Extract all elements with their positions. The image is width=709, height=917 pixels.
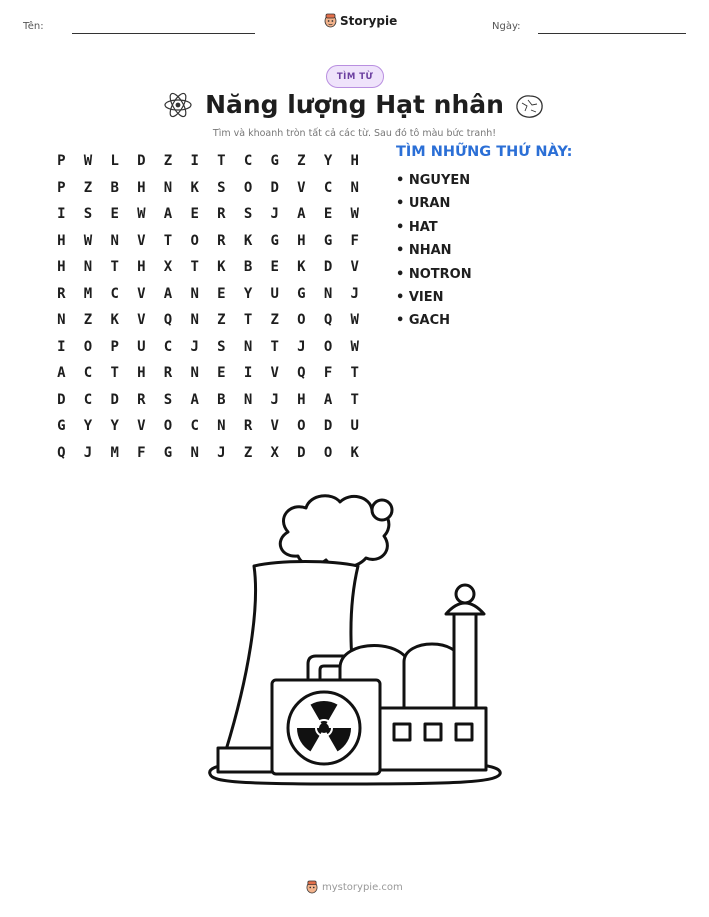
grid-letter[interactable]: G (297, 285, 306, 302)
grid-letter[interactable]: C (323, 179, 333, 196)
grid-letter[interactable]: V (137, 418, 146, 435)
grid-letter[interactable]: Z (83, 312, 93, 329)
rock-icon (513, 91, 545, 121)
brand-logo (324, 13, 397, 28)
grid-letter[interactable]: N (217, 418, 226, 435)
grid-letter[interactable]: T (243, 312, 253, 329)
word-list-item: • NHAN (396, 243, 452, 259)
grid-letter[interactable]: H (137, 179, 146, 196)
grid-letter[interactable]: C (110, 285, 119, 302)
grid-row (48, 307, 368, 334)
grid-letter[interactable]: G (270, 232, 279, 249)
grid-letter[interactable]: Q (323, 312, 333, 329)
grid-row (48, 175, 368, 202)
grid-letter[interactable]: Z (297, 153, 306, 170)
grid-letter[interactable]: W (350, 206, 359, 223)
grid-row (48, 413, 368, 440)
grid-letter[interactable]: W (83, 232, 93, 249)
grid-letter[interactable]: R (137, 391, 146, 408)
grid-letter[interactable]: U (137, 338, 146, 355)
grid-letter[interactable]: P (57, 153, 66, 170)
grid-letter[interactable]: A (163, 206, 173, 223)
grid-letter[interactable]: Y (323, 153, 333, 170)
grid-letter[interactable]: E (190, 206, 199, 223)
grid-row (48, 228, 368, 255)
grid-letter[interactable]: D (297, 444, 306, 461)
grid-letter[interactable]: M (110, 444, 119, 461)
grid-letter[interactable]: K (297, 259, 306, 276)
grid-letter[interactable]: N (350, 179, 359, 196)
grid-letter[interactable]: N (190, 444, 199, 461)
grid-letter[interactable]: W (83, 153, 93, 170)
word-list-item: • VIEN (396, 289, 444, 305)
grid-letter[interactable]: C (190, 418, 199, 435)
grid-letter[interactable]: V (270, 418, 279, 435)
grid-row (48, 254, 368, 281)
grid-letter[interactable]: Z (270, 312, 279, 329)
grid-letter[interactable]: W (137, 206, 146, 223)
grid-letter[interactable]: N (243, 391, 253, 408)
grid-letter[interactable]: G (57, 418, 66, 435)
grid-letter[interactable]: D (110, 391, 119, 408)
grid-letter[interactable]: R (217, 206, 226, 223)
grid-row (48, 201, 368, 228)
date-field-line[interactable] (538, 33, 686, 34)
word-list-item: • URAN (396, 196, 451, 212)
grid-letter[interactable]: H (297, 391, 306, 408)
grid-letter[interactable]: S (243, 206, 253, 223)
grid-letter[interactable]: J (350, 285, 359, 302)
grid-letter[interactable]: Y (243, 285, 253, 302)
grid-letter[interactable]: Z (243, 444, 253, 461)
grid-letter[interactable]: D (57, 391, 66, 408)
grid-letter[interactable]: N (190, 365, 199, 382)
grid-letter[interactable]: Z (83, 179, 93, 196)
nuclear-plant-illustration (198, 488, 510, 788)
grid-letter[interactable]: J (217, 444, 226, 461)
grid-letter[interactable]: A (57, 365, 66, 382)
grid-letter[interactable]: N (243, 338, 253, 355)
grid-letter[interactable]: V (137, 232, 146, 249)
grid-row (48, 440, 368, 467)
grid-letter[interactable]: S (163, 391, 173, 408)
grid-letter[interactable]: D (323, 418, 333, 435)
grid-letter[interactable]: N (83, 259, 93, 276)
grid-letter[interactable]: N (110, 232, 119, 249)
grid-letter[interactable]: R (217, 232, 226, 249)
instructions: Tìm và khoanh tròn tất cả các từ. Sau đó tô màu bức tranh! (212, 128, 497, 139)
grid-letter[interactable]: D (323, 259, 333, 276)
grid-letter[interactable]: R (57, 285, 66, 302)
grid-letter[interactable]: T (190, 259, 199, 276)
grid-letter[interactable]: R (163, 365, 173, 382)
grid-letter[interactable]: W (350, 312, 359, 329)
reactor-dome (404, 644, 460, 714)
grid-letter[interactable]: J (270, 206, 279, 223)
chimney-top (456, 585, 474, 603)
grid-letter[interactable]: T (163, 232, 173, 249)
grid-letter[interactable]: E (217, 365, 226, 382)
grid-letter[interactable]: I (243, 365, 253, 382)
grid-letter[interactable]: T (350, 365, 359, 382)
grid-row (48, 334, 368, 361)
name-field-line[interactable] (72, 33, 255, 34)
grid-letter[interactable]: Z (217, 312, 226, 329)
grid-letter[interactable]: K (217, 259, 226, 276)
grid-letter[interactable]: U (270, 285, 279, 302)
grid-letter[interactable]: T (350, 391, 359, 408)
grid-letter[interactable]: V (350, 259, 359, 276)
grid-letter[interactable]: T (110, 259, 119, 276)
grid-letter[interactable]: N (323, 285, 333, 302)
grid-letter[interactable]: C (83, 391, 93, 408)
grid-letter[interactable]: O (297, 312, 306, 329)
grid-letter[interactable]: V (297, 179, 306, 196)
grid-letter[interactable]: T (110, 365, 119, 382)
grid-letter[interactable]: V (270, 365, 279, 382)
grid-letter[interactable]: A (323, 391, 333, 408)
grid-letter[interactable]: N (57, 312, 66, 329)
grid-row (48, 360, 368, 387)
grid-letter[interactable]: I (57, 206, 66, 223)
grid-letter[interactable]: F (137, 444, 146, 461)
steam-puff (372, 500, 392, 520)
grid-letter[interactable]: H (57, 259, 66, 276)
chimney (454, 608, 476, 718)
grid-letter[interactable]: J (83, 444, 93, 461)
grid-letter[interactable]: V (137, 312, 146, 329)
window (394, 724, 410, 740)
footer (306, 880, 403, 894)
grid-letter[interactable]: H (57, 232, 66, 249)
mascot-icon (324, 13, 337, 28)
grid-letter[interactable]: J (297, 338, 306, 355)
grid-letter[interactable]: D (270, 179, 279, 196)
grid-letter[interactable]: R (243, 418, 253, 435)
grid-letter[interactable]: T (217, 153, 226, 170)
grid-letter[interactable]: G (163, 444, 173, 461)
grid-letter[interactable]: J (190, 338, 199, 355)
name-label: Tên: (23, 21, 44, 32)
grid-letter[interactable]: Y (110, 418, 119, 435)
grid-letter[interactable]: O (190, 232, 199, 249)
word-list-title: TÌM NHỮNG THỨ NÀY: (396, 144, 573, 160)
grid-letter[interactable]: E (323, 206, 333, 223)
date-label: Ngày: (492, 21, 521, 32)
grid-letter[interactable]: C (83, 365, 93, 382)
grid-letter[interactable]: O (243, 179, 253, 196)
grid-letter[interactable]: O (323, 444, 333, 461)
tower-base (218, 748, 278, 772)
grid-letter[interactable]: B (110, 179, 119, 196)
grid-letter[interactable]: F (323, 365, 333, 382)
grid-letter[interactable]: Y (83, 418, 93, 435)
grid-letter[interactable]: X (163, 259, 173, 276)
grid-letter[interactable]: Z (163, 153, 173, 170)
grid-letter[interactable]: N (163, 179, 173, 196)
grid-letter[interactable]: A (190, 391, 199, 408)
grid-letter[interactable]: C (163, 338, 173, 355)
grid-letter[interactable]: K (243, 232, 253, 249)
grid-letter[interactable]: V (137, 285, 146, 302)
grid-letter[interactable]: H (297, 232, 306, 249)
window (456, 724, 472, 740)
grid-row (48, 387, 368, 414)
grid-letter[interactable]: A (163, 285, 173, 302)
grid-letter[interactable]: M (83, 285, 93, 302)
grid-letter[interactable]: I (57, 338, 66, 355)
grid-letter[interactable]: E (110, 206, 119, 223)
grid-letter[interactable]: Q (163, 312, 173, 329)
grid-letter[interactable]: G (323, 232, 333, 249)
word-list-item: • HAT (396, 219, 438, 235)
page-title: Năng lượng Hạt nhân (205, 90, 504, 119)
grid-row (48, 281, 368, 308)
grid-letter[interactable]: K (190, 179, 199, 196)
grid-letter[interactable]: J (270, 391, 279, 408)
chimney-cap (446, 603, 484, 614)
footer-website[interactable]: mystorypie.com (322, 881, 403, 893)
grid-letter[interactable]: W (350, 338, 359, 355)
window (425, 724, 441, 740)
brand-name: Storypie (340, 13, 398, 28)
grid-letter[interactable]: H (137, 259, 146, 276)
grid-letter[interactable]: B (217, 391, 226, 408)
worksheet-type-badge: TÌM TỪ (326, 65, 384, 88)
grid-letter[interactable]: E (217, 285, 226, 302)
grid-letter[interactable]: S (217, 338, 226, 355)
grid-letter[interactable]: E (270, 259, 279, 276)
word-list-item: • NOTRON (396, 266, 472, 282)
grid-letter[interactable]: U (350, 418, 359, 435)
word-list-item: • GACH (396, 313, 450, 329)
grid-letter[interactable]: T (270, 338, 279, 355)
grid-letter[interactable]: K (350, 444, 359, 461)
grid-letter[interactable]: S (83, 206, 93, 223)
grid-letter[interactable]: D (137, 153, 146, 170)
grid-letter[interactable]: O (163, 418, 173, 435)
grid-letter[interactable]: S (217, 179, 226, 196)
grid-letter[interactable]: F (350, 232, 359, 249)
grid-letter[interactable]: N (190, 285, 199, 302)
grid-letter[interactable]: P (57, 179, 66, 196)
grid-letter[interactable]: C (243, 153, 253, 170)
word-list-item: • NGUYEN (396, 173, 471, 188)
grid-letter[interactable]: K (110, 312, 119, 329)
grid-letter[interactable]: X (270, 444, 279, 461)
grid-letter[interactable]: N (190, 312, 199, 329)
grid-letter[interactable]: A (297, 206, 306, 223)
grid-row (48, 148, 368, 175)
word-search-grid[interactable] (48, 148, 368, 466)
grid-letter[interactable]: O (297, 418, 306, 435)
grid-letter[interactable]: I (190, 153, 199, 170)
grid-letter[interactable]: Q (57, 444, 66, 461)
grid-letter[interactable]: P (110, 338, 119, 355)
grid-letter[interactable]: B (243, 259, 253, 276)
word-list (396, 171, 472, 335)
grid-letter[interactable]: L (110, 153, 119, 170)
mascot-icon (306, 880, 318, 894)
grid-letter[interactable]: O (83, 338, 93, 355)
grid-letter[interactable]: O (323, 338, 333, 355)
grid-letter[interactable]: Q (297, 365, 306, 382)
grid-letter[interactable]: H (350, 153, 359, 170)
grid-letter[interactable]: G (270, 153, 279, 170)
grid-letter[interactable]: H (137, 365, 146, 382)
